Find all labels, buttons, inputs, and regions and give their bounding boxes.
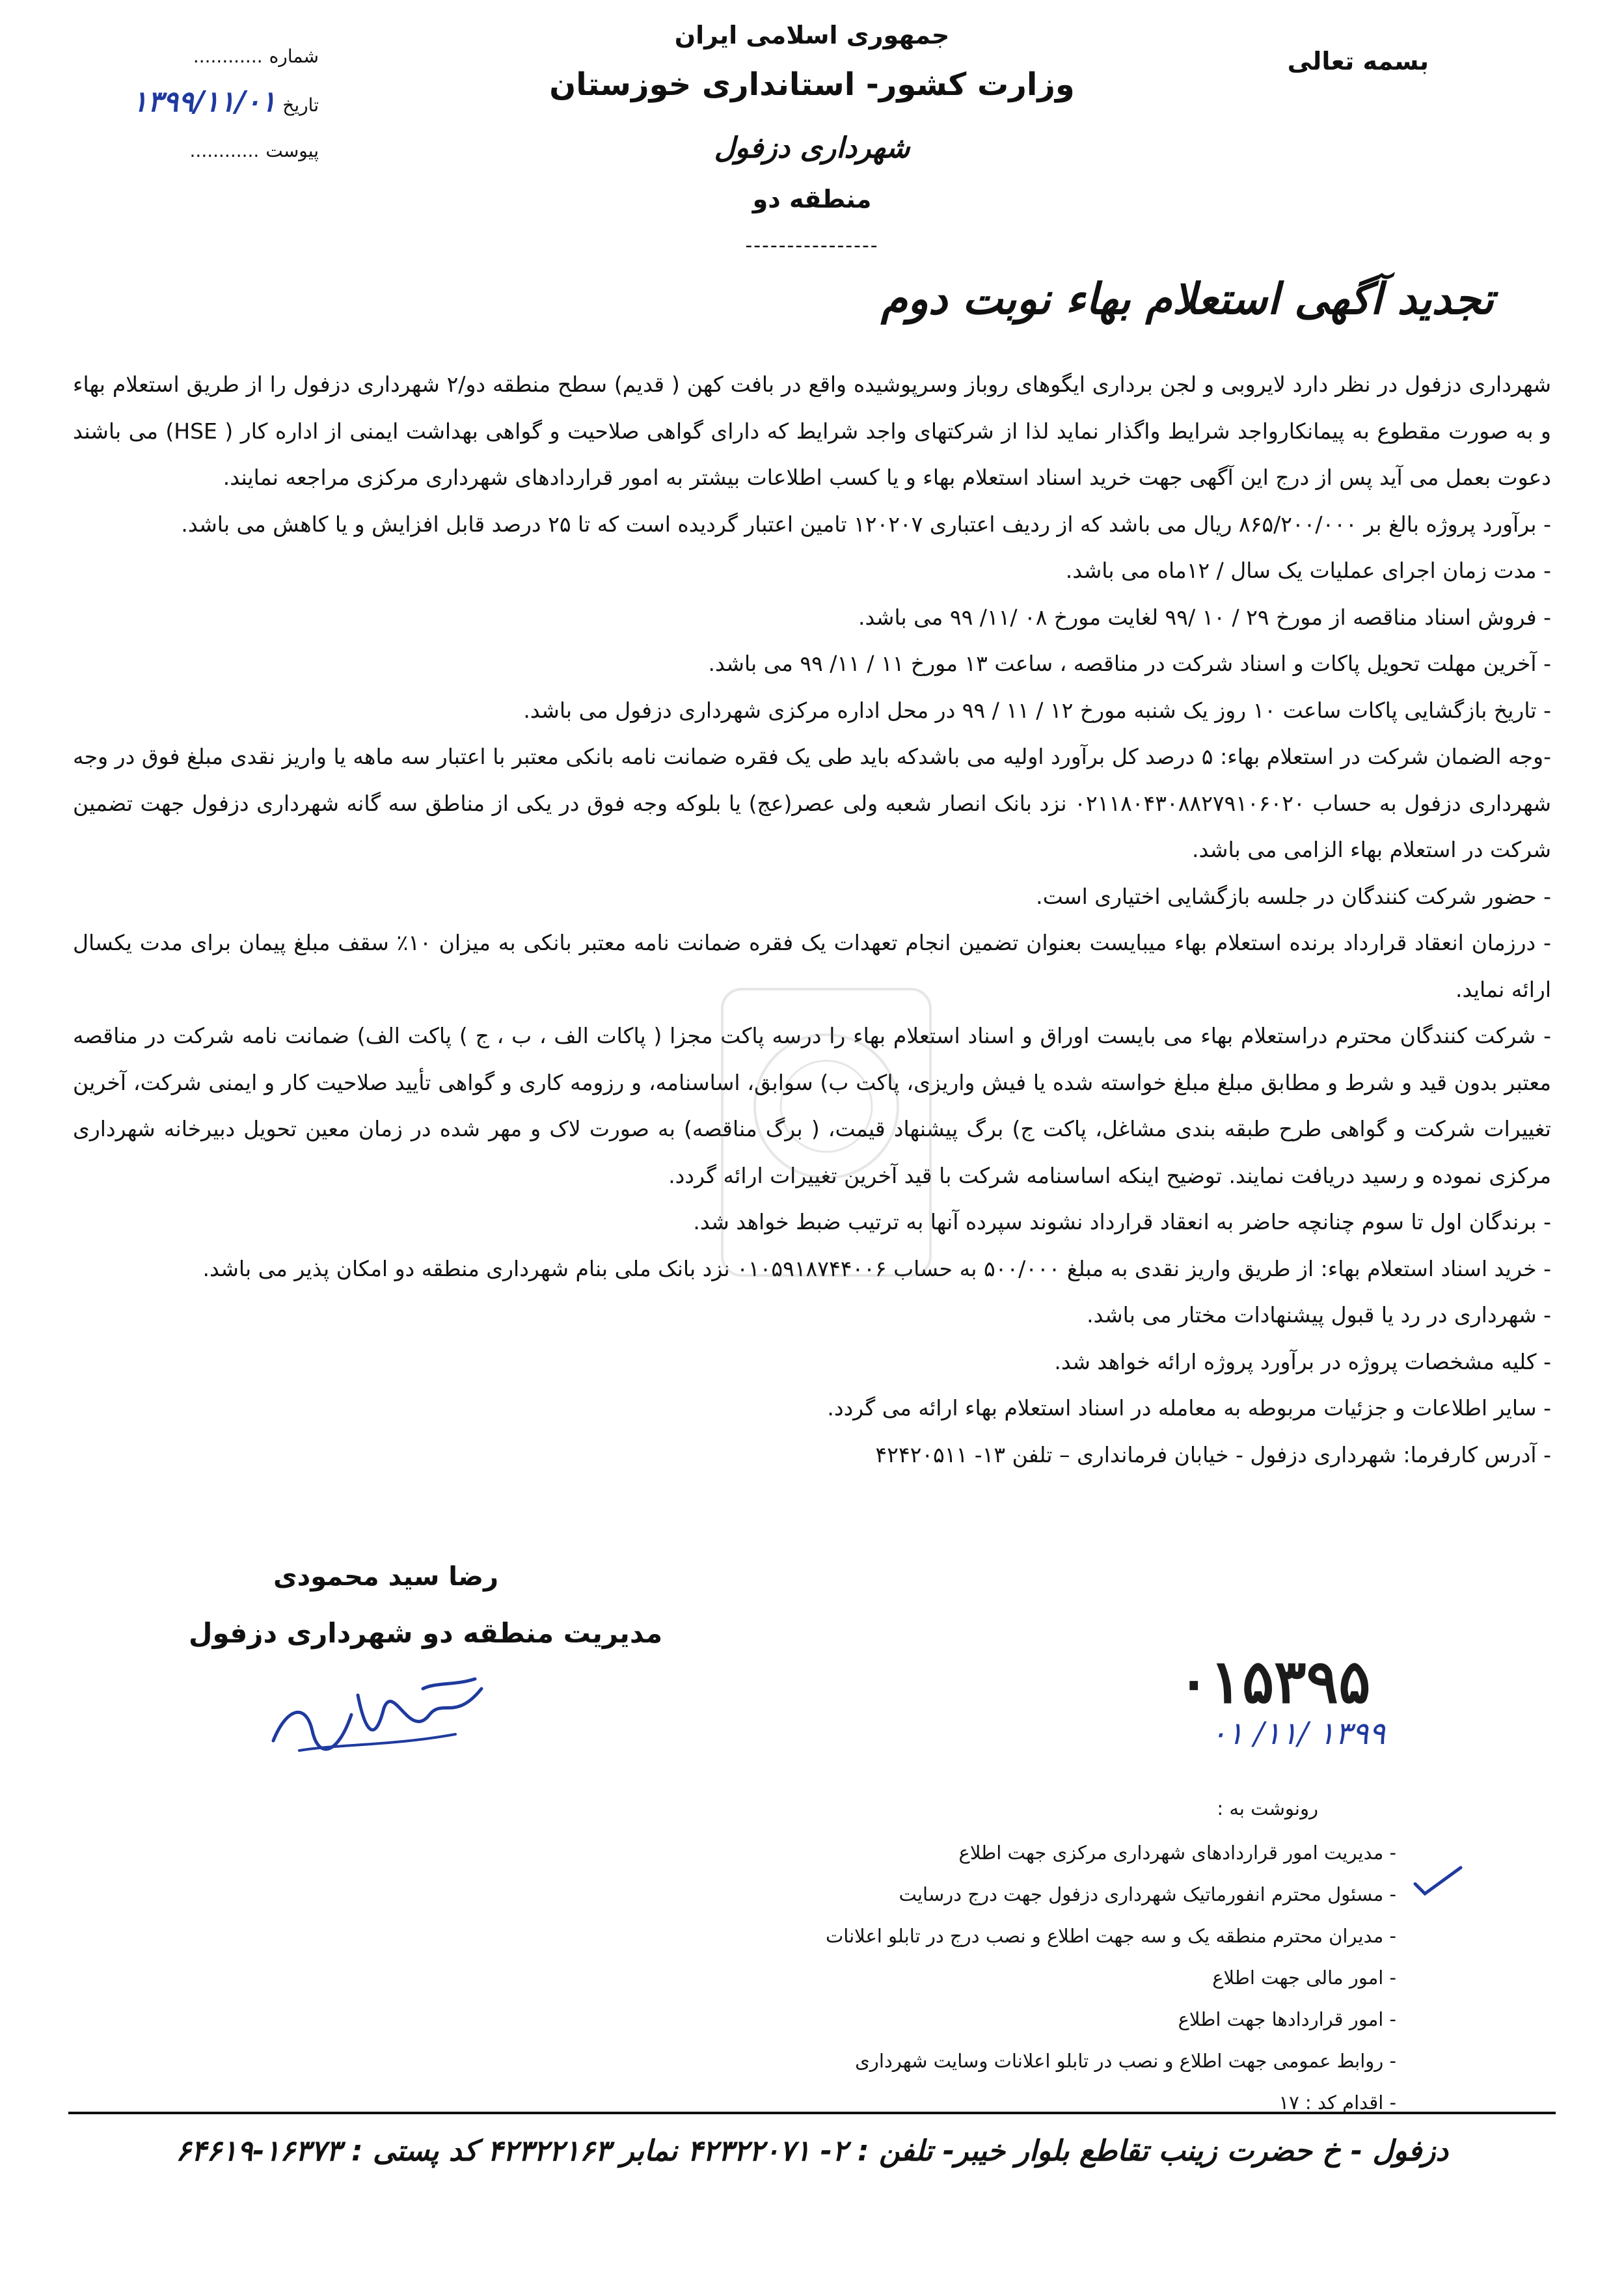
- body-paragraph: -وجه الضمان شرکت در استعلام بهاء: ۵ درصد کل برآورد اولیه می باشدکه باید طی یک فقره ضمانت نامه بانکی معتبر با اعتبار سه ماهه یا واریز نقدی مبلغ فوق در وجه شهرداری دزفول به حساب ۰۲۱۱۸۰۴۳۰۸۸۲۷۹۱۰۶۰۲۰ نزد بانک انصار شعبه ولی عصر(عج) یا بلوکه وجه فوق در یکی از مناطق سه گانه شهرداری دزفول جهت تضمین شرکت در استعلام بهاء الزامی می باشد.: [73, 744, 1551, 862]
- body-paragraph: - آدرس کارفرما: شهرداری دزفول - خیابان فرمانداری – تلفن ۱۳- ۴۲۴۲۰۵۱۱: [875, 1441, 1551, 1467]
- date-label: تاریخ: [282, 94, 319, 116]
- cc-item: - اقدام کد : ۱۷: [1279, 2091, 1396, 2114]
- bismillah-heading: بسمه تعالی: [1287, 47, 1429, 75]
- body-paragraph: - تاریخ بازگشایی پاکات ساعت ۱۰ روز یک شنبه مورخ ۱۲ / ۱۱ / ۹۹ در محل اداره مرکزی شهرداری دزفول می باشد.: [523, 697, 1551, 723]
- body-paragraph: - شهرداری در رد یا قبول پیشنهادات مختار می باشد.: [1087, 1302, 1551, 1328]
- body-paragraph: - برآورد پروژه بالغ بر ۸۶۵/۲۰۰/۰۰۰ ریال می باشد که از ردیف اعتباری ۱۲۰۲۰۷ تامین اعتبار گردیده است که تا ۲۵ درصد قابل افزایش و یا کاهش می باشد.: [181, 511, 1551, 537]
- country-name: جمهوری اسلامی ایران: [674, 21, 950, 49]
- body-paragraph: - درزمان انعقاد قرارداد برنده استعلام بهاء میبایست بعنوان تضمین انجام تعهدات یک فقره ضمانت نامه معتبر بانکی به میزان ۱۰٪ سقف مبلغ پیمان برای مدت یکسال ارائه نماید.: [73, 930, 1551, 1002]
- date-value: ۱۳۹۹/۱۱/۰۱: [132, 85, 277, 118]
- notice-body: [73, 361, 1551, 1478]
- letter-meta: [46, 34, 319, 174]
- footer-address: دزفول - خ حضرت زینب تقاطع بلوار خیبر- تلفن : ۲- ۴۲۳۲۲۰۷۱ نمابر ۴۲۳۲۲۱۶۳ کد پستی : ۱۶۳۷۳-۶۴۶۱۹: [176, 2134, 1448, 2168]
- cc-item: - مدیریت امور قراردادهای شهرداری مرکزی جهت اطلاع: [958, 1842, 1396, 1864]
- ministry-name: وزارت کشور- استانداری خوزستان: [549, 66, 1075, 103]
- reference-date: ۱۳۹۹ /۱۱/ ۰۱: [1210, 1715, 1386, 1752]
- body-paragraph: شهرداری دزفول در نظر دارد لایروبی و لجن برداری ایگوهای روباز وسرپوشیده واقع در بافت کهن ( قدیم) سطح منطقه دو/۲ شهرداری دزفول را از طریق استعلام بهاء و به صورت مقطوع به پیمانکارواجد شرایط واگذار نماید لذا از شرکتهای واجد شرایط که دارای گواهی صلاحیت و گواهی بهداشت ایمنی از اداره کار ( HSE) می باشند دعوت بعمل می آید پس از درج این آگهی جهت خرید اسناد استعلام بهاء و یا کسب اطلاعات بیشتر به امور قراردادهای شهرداری مرکزی مراجعه نمایند.: [73, 372, 1551, 490]
- body-paragraph: - مدت زمان اجرای عملیات یک سال / ۱۲ماه می باشد.: [1065, 558, 1551, 583]
- number-dots: ............: [193, 46, 263, 67]
- cc-item: - روابط عمومی جهت اطلاع و نصب در تابلو اعلانات وسایت شهرداری: [855, 2050, 1396, 2072]
- body-paragraph: - خرید اسناد استعلام بهاء: از طریق واریز نقدی به مبلغ ۵۰۰/۰۰۰ به حساب ۰۱۰۵۹۱۸۷۴۴۰۰۶ نزد بانک ملی بنام شهرداری منطقه دو امکان پذیر می باشد.: [202, 1255, 1551, 1281]
- municipality-name: شهرداری دزفول: [714, 131, 910, 165]
- cc-item: - امور مالی جهت اطلاع: [1212, 1967, 1396, 1989]
- number-label: شماره: [269, 46, 319, 67]
- number-row: [46, 34, 319, 79]
- region-name: منطقه دو: [752, 185, 872, 213]
- body-paragraph: - شرکت کنندگان محترم دراستعلام بهاء می بایست اوراق و اسناد استعلام بهاء را درسه پاکت مجزا ( پاکات الف ، ب ، ج ) پاکت الف) ضمانت نامه شرکت در مناقصه معتبر بدون قید و شرط و مطابق مبلغ مبلغ خواسته شده یا فیش واریزی، پاکت ب) سوابق، اساسنامه، و رزومه کاری و گواهی تأیید صلاحیت کار و ایمنی شرکت، آخرین تغییرات شرکت و گواهی طرح طبقه بندی مشاغل، پاکت ج) برگ پیشنهاد قیمت، ( برگ مناقصه) به صورت لاک و مهر شده در زمان معین تحویل دبیرخانه شهرداری مرکزی نموده و رسید دریافت نمایند. توضیح اینکه اساسنامه شرکت با قید آخرین تغییرات ارائه گردد.: [73, 1023, 1551, 1188]
- attachment-label: پیوست: [265, 140, 319, 161]
- attachment-row: [46, 128, 319, 174]
- attachment-dots: ............: [189, 140, 260, 161]
- body-paragraph: - فروش اسناد مناقصه از مورخ ۲۹ / ۱۰ /۹۹ لغایت مورخ ۰۸ /۱۱/ ۹۹ می باشد.: [858, 604, 1551, 630]
- cc-item: - مسئول محترم انفورماتیک شهرداری دزفول جهت درج درسایت: [899, 1883, 1396, 1905]
- checkmark-icon: [1412, 1864, 1464, 1897]
- reference-number: ۰۱۵۳۹۵: [1178, 1646, 1371, 1717]
- body-paragraph: - برندگان اول تا سوم چنانچه حاضر به انعقاد قرارداد نشوند سپرده آنها به ترتیب ضبط خواهد شد.: [693, 1209, 1551, 1234]
- header-divider: ----------------: [745, 234, 879, 257]
- body-paragraph: - سایر اطلاعات و جزئیات مربوطه به معامله در اسناد استعلام بهاء ارائه می گردد.: [827, 1395, 1551, 1421]
- handwritten-signature: [260, 1669, 508, 1760]
- footer-divider: [68, 2112, 1556, 2114]
- body-paragraph: - حضور شرکت کنندگان در جلسه بازگشایی اختیاری است.: [1036, 883, 1551, 909]
- signer-name: رضا سید محمودی: [273, 1562, 498, 1592]
- body-paragraph: - آخرین مهلت تحویل پاکات و اسناد شرکت در مناقصه ، ساعت ۱۳ مورخ ۱۱ / ۱۱/ ۹۹ می باشد.: [708, 651, 1551, 676]
- cc-item: - مدیران محترم منطقه یک و سه جهت اطلاع و نصب درج در تابلو اعلانات: [825, 1925, 1396, 1947]
- body-paragraph: - کلیه مشخصات پروژه در برآورد پروژه ارائه خواهد شد.: [1054, 1348, 1551, 1374]
- cc-title: رونوشت به :: [1217, 1797, 1318, 1819]
- watermark-stamp: [709, 976, 943, 1288]
- notice-title: تجدید آگهی استعلام بهاء نوبت دوم: [880, 273, 1494, 324]
- cc-list: [826, 1832, 1396, 2123]
- signer-title: مدیریت منطقه دو شهرداری دزفول: [189, 1617, 663, 1649]
- cc-item: - امور قراردادها جهت اطلاع: [1178, 2008, 1396, 2030]
- date-row: [46, 79, 319, 128]
